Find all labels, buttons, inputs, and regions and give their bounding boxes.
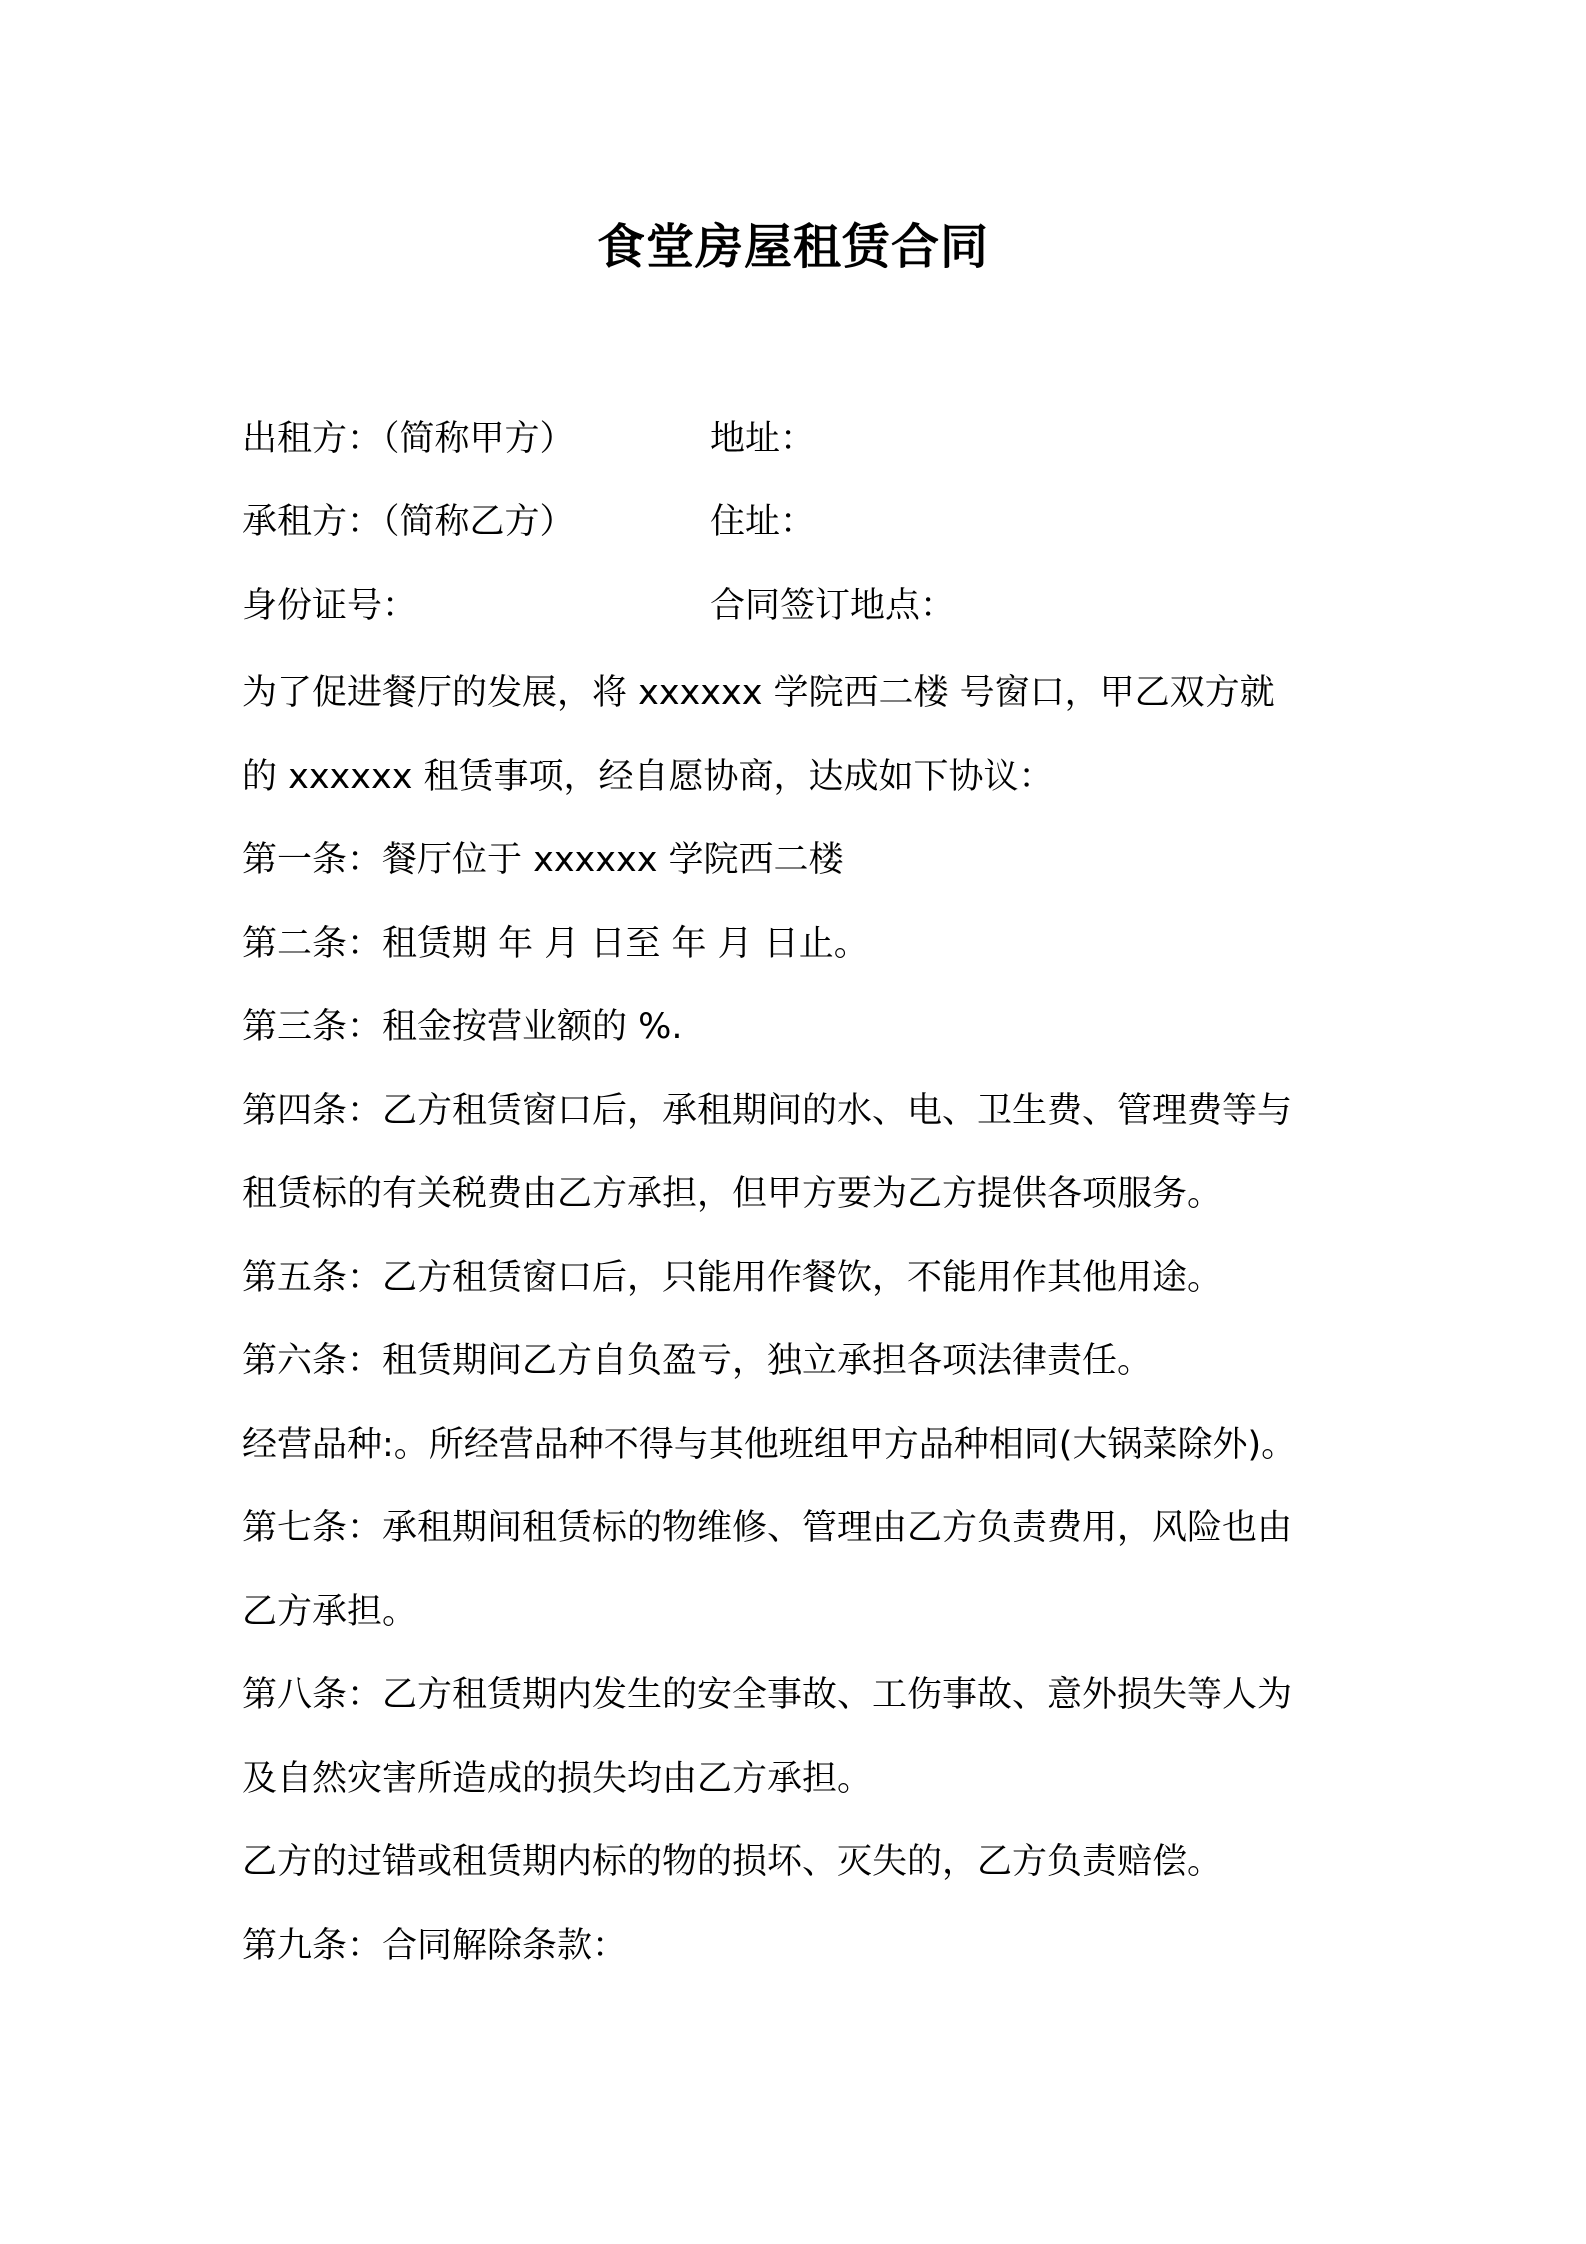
signing-place-label: 合同签订地点： — [710, 586, 956, 626]
clause-line: 租赁标的有关税费由乙方承担，但甲方要为乙方提供各项服务。 — [242, 1174, 1223, 1214]
clause-line: 第一条：餐厅位于 xxxxxx 学院西二楼 — [242, 840, 844, 880]
clause-line: 及自然灾害所造成的损失均由乙方承担。 — [242, 1759, 873, 1799]
clause-line: 第五条：乙方租赁窗口后，只能用作餐饮，不能用作其他用途。 — [242, 1258, 1223, 1298]
lessee-address-label: 住址： — [710, 502, 816, 542]
lessor-address-label: 地址： — [710, 419, 816, 459]
clause-line: 经营品种:。所经营品种不得与其他班组甲方品种相同(大锅菜除外)。 — [242, 1425, 1297, 1465]
clause-line: 第八条：乙方租赁期内发生的安全事故、工伤事故、意外损失等人为 — [242, 1675, 1293, 1715]
clause-line: 第六条：租赁期间乙方自负盈亏，独立承担各项法律责任。 — [242, 1341, 1153, 1381]
clause-line: 第三条：租金按营业额的 %. — [242, 1007, 683, 1047]
document-title: 食堂房屋租赁合同 — [596, 219, 989, 275]
clause-line: 第二条：租赁期 年 月 日至 年 月 日止。 — [242, 924, 869, 964]
lessor-label: 出租方：（简称甲方） — [242, 419, 575, 459]
clause-line: 第七条：承租期间租赁标的物维修、管理由乙方负责费用，风险也由 — [242, 1508, 1293, 1548]
clause-line: 第四条：乙方租赁窗口后，承租期间的水、电、卫生费、管理费等与 — [242, 1091, 1293, 1131]
preamble-line: 的 xxxxxx 租赁事项，经自愿协商，达成如下协议： — [242, 757, 1054, 797]
preamble-line: 为了促进餐厅的发展，将 xxxxxx 学院西二楼 号窗口，甲乙双方就 — [242, 673, 1275, 713]
clause-line: 乙方的过错或租赁期内标的物的损坏、灭失的，乙方负责赔偿。 — [242, 1842, 1223, 1882]
id-number-label: 身份证号： — [242, 586, 418, 626]
clause-line: 第九条：合同解除条款： — [242, 1926, 628, 1966]
clause-line: 乙方承担。 — [242, 1592, 418, 1632]
lessee-label: 承租方：（简称乙方） — [242, 502, 575, 542]
